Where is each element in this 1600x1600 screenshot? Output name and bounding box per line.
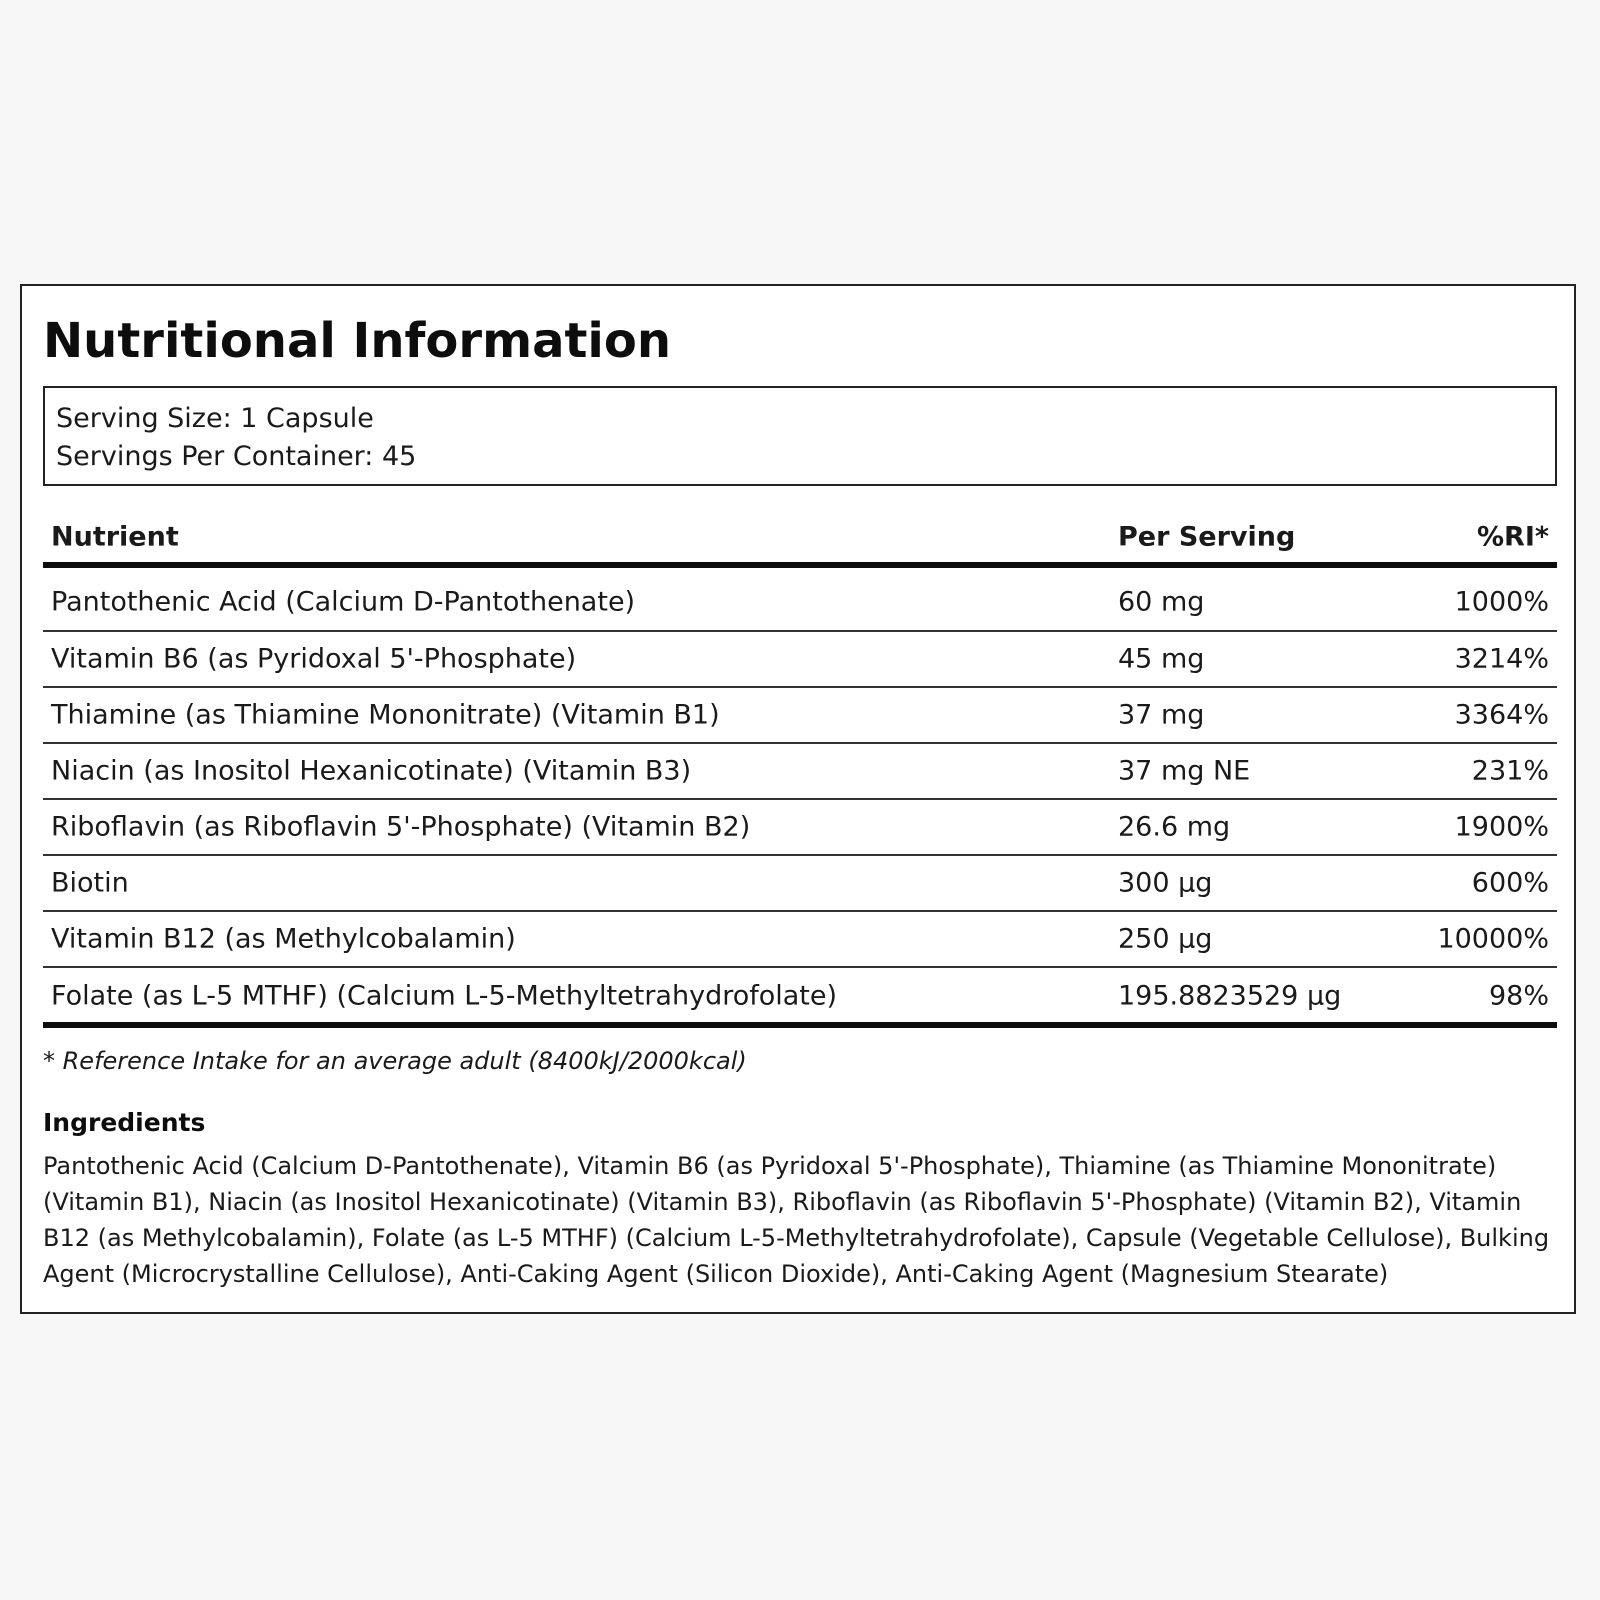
nutrient-name: Vitamin B6 (as Pyridoxal 5'-Phosphate) xyxy=(51,643,577,675)
nutrient-name: Pantothenic Acid (Calcium D-Pantothenate) xyxy=(51,586,636,618)
nutrient-name: Thiamine (as Thiamine Mononitrate) (Vitamin B1) xyxy=(51,699,720,731)
serving-info-box xyxy=(43,386,1557,486)
nutrient-amount: 37 mg xyxy=(1118,699,1205,731)
nutrient-ri: 98% xyxy=(1488,980,1549,1012)
nutrient-ri: 1900% xyxy=(1454,811,1549,843)
ingredients-heading: Ingredients xyxy=(43,1108,206,1137)
nutrient-amount: 60 mg xyxy=(1118,586,1205,618)
table-row xyxy=(43,912,1557,968)
nutrient-name: Biotin xyxy=(51,867,129,899)
nutrient-amount: 250 µg xyxy=(1118,923,1213,955)
nutrient-ri: 1000% xyxy=(1454,586,1549,618)
header-nutrient: Nutrient xyxy=(51,521,179,553)
table-row xyxy=(43,632,1557,688)
header-per-serving: Per Serving xyxy=(1118,521,1296,553)
ingredients-list: Pantothenic Acid (Calcium D-Pantothenate), Vitamin B6 (as Pyridoxal 5'-Phosphate), Thiamine (as Thiamine Mononitrate) (Vitamin B1), Niacin (as Inositol Hexanicotinate) (Vitamin B3), Riboflavin (as Riboflavin 5'-Phosphate) (Vitamin B2), Vitamin B12 (as Methylcobalamin), Folate (as L-5 MTHF) (Calcium L-5-Methyltetrahydrofolate), Capsule (Vegetable Cellulose), Bulking Agent (Microcrystalline Cellulose), Anti-Caking Agent (Silicon Dioxide), Anti-Caking Agent (Magnesium Stearate) xyxy=(43,1152,1550,1288)
nutrient-name: Vitamin B12 (as Methylcobalamin) xyxy=(51,923,516,955)
ri-footnote: * Reference Intake for an average adult (8400kJ/2000kcal) xyxy=(43,1047,747,1075)
nutrient-amount: 195.8823529 µg xyxy=(1118,980,1342,1012)
nutrient-ri: 3364% xyxy=(1454,699,1549,731)
nutrition-panel xyxy=(20,284,1576,1314)
nutrient-ri: 10000% xyxy=(1437,923,1549,955)
nutrient-name: Riboflavin (as Riboflavin 5'-Phosphate) (Vitamin B2) xyxy=(51,811,751,843)
table-row xyxy=(43,688,1557,744)
table-row xyxy=(43,968,1557,1028)
table-row xyxy=(43,568,1557,632)
table-row xyxy=(43,856,1557,912)
nutrient-amount: 26.6 mg xyxy=(1118,811,1231,843)
page-title: Nutritional Information xyxy=(43,313,672,369)
nutrient-amount: 45 mg xyxy=(1118,643,1205,675)
serving-size: Serving Size: 1 Capsule xyxy=(56,403,374,434)
table-row xyxy=(43,800,1557,856)
nutrient-amount: 37 mg NE xyxy=(1118,755,1251,787)
header-ri: %RI* xyxy=(1476,521,1549,553)
nutrient-amount: 300 µg xyxy=(1118,867,1213,899)
nutrient-ri: 231% xyxy=(1471,755,1549,787)
nutrient-ri: 600% xyxy=(1471,867,1549,899)
servings-per-container: Servings Per Container: 45 xyxy=(56,441,417,472)
nutrient-ri: 3214% xyxy=(1454,643,1549,675)
nutrient-table xyxy=(43,512,1557,1028)
table-row xyxy=(43,744,1557,800)
table-header-row xyxy=(43,512,1557,568)
nutrient-name: Folate (as L-5 MTHF) (Calcium L-5-Methyltetrahydrofolate) xyxy=(51,980,838,1012)
nutrient-name: Niacin (as Inositol Hexanicotinate) (Vitamin B3) xyxy=(51,755,692,787)
